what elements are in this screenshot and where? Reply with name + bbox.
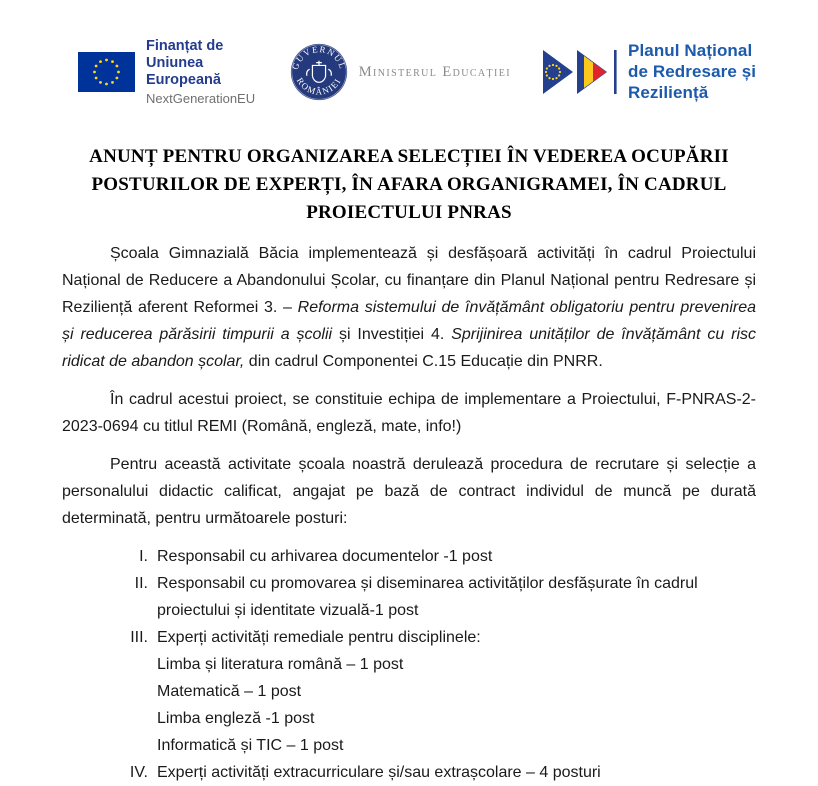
- positions-list: [114, 543, 756, 786]
- list-number: III.: [130, 628, 148, 646]
- document-title: [60, 143, 758, 227]
- title-line-2: POSTURILOR DE EXPERȚI, ÎN AFARA ORGANIGRAMEI, ÎN CADRUL: [91, 173, 727, 195]
- p1-investment-title: Sprijinirea unităților de învățământ cu risc ridicat de abandon școlar,: [62, 325, 757, 370]
- list-item-text: Responsabil cu promovarea și diseminarea activităților desfășurate în cadrul proiectului și identitate vizuală-1 post: [157, 574, 698, 619]
- list-sub-item: Informatică și TIC – 1 post: [157, 736, 344, 754]
- p1-seg1: Școala Gimnazială Băcia implementează și desfășoară activități în cadrul Proiectului Național de Reducere a Abandonului Școlar, cu finanțare din Planul Național pentru Redresare și Reziliență aferent Reformei 3. –: [62, 244, 756, 316]
- seal-text-top: GUVERNUL: [289, 44, 348, 72]
- list-item: [114, 570, 756, 624]
- p1-reform-title: Reforma sistemului de învățământ obligatoriu pentru prevenirea și reducerea părăsirii timpurii a școlii: [62, 298, 757, 343]
- pnrr-text: [628, 41, 788, 103]
- eu-funding-text: [146, 38, 277, 107]
- list-item-text: Responsabil cu arhivarea documentelor -1 post: [157, 547, 493, 565]
- logo-header: [0, 0, 818, 107]
- paragraph-intro: [62, 240, 756, 375]
- ministry-label: Ministerul Educației: [358, 63, 511, 80]
- list-sub-item: Matematică – 1 post: [157, 682, 302, 700]
- pnrr-logo: [543, 41, 788, 103]
- government-seal-icon: [289, 41, 349, 103]
- pnrr-line2: de Redresare și Reziliență: [628, 61, 757, 102]
- list-item-heading: Experți activități remediale pentru disciplinele:: [157, 628, 481, 646]
- pnrr-arrows-icon: [543, 49, 619, 95]
- eu-flag-icon: [78, 52, 135, 92]
- list-item-text: Experți activități extracurriculare și/sau extrașcolare – 4 posturi: [157, 763, 601, 781]
- p1-seg3: și Investiției 4.: [332, 325, 452, 343]
- eu-funded-line1: Finanțat de: [146, 38, 224, 54]
- list-item-text: [157, 624, 719, 759]
- list-number: II.: [134, 574, 148, 592]
- pnrr-line1: Planul Național: [628, 41, 753, 61]
- document-body: [62, 240, 756, 532]
- title-line-3: PROIECTULUI PNRAS: [306, 201, 512, 223]
- list-item: [114, 759, 756, 786]
- eu-program-label: NextGenerationEU: [146, 91, 256, 107]
- paragraph-recruitment: Pentru această activitate școala noastră derulează procedura de recrutare și selecție a personalului didactic calificat, angajat pe bază de contract individul de muncă pe durată determinată, pentru următoarele posturi:: [62, 455, 756, 527]
- government-logo: [289, 41, 511, 103]
- eu-funded-line2: Uniunea Europeană: [146, 55, 221, 89]
- paragraph-project-team: În cadrul acestui proiect, se constituie echipa de implementare a Proiectului, F-PNRAS-2-2023-0694 cu titlul REMI (Română, engleză, mate, info!): [62, 390, 756, 435]
- list-sub-item: Limba și literatura română – 1 post: [157, 655, 404, 673]
- list-item: [114, 624, 756, 759]
- title-line-1: ANUNȚ PENTRU ORGANIZAREA SELECȚIEI ÎN VEDEREA OCUPĂRII: [89, 145, 729, 167]
- list-number: IV.: [129, 763, 148, 781]
- list-sub-item: Limba engleză -1 post: [157, 709, 315, 727]
- p1-seg5: din cadrul Componentei C.15 Educație din PNRR.: [244, 352, 603, 370]
- list-number: I.: [139, 547, 148, 565]
- seal-text-bottom: ROMÂNIEI: [294, 76, 343, 97]
- eu-funding-logo: [78, 38, 277, 107]
- list-item: [114, 543, 756, 570]
